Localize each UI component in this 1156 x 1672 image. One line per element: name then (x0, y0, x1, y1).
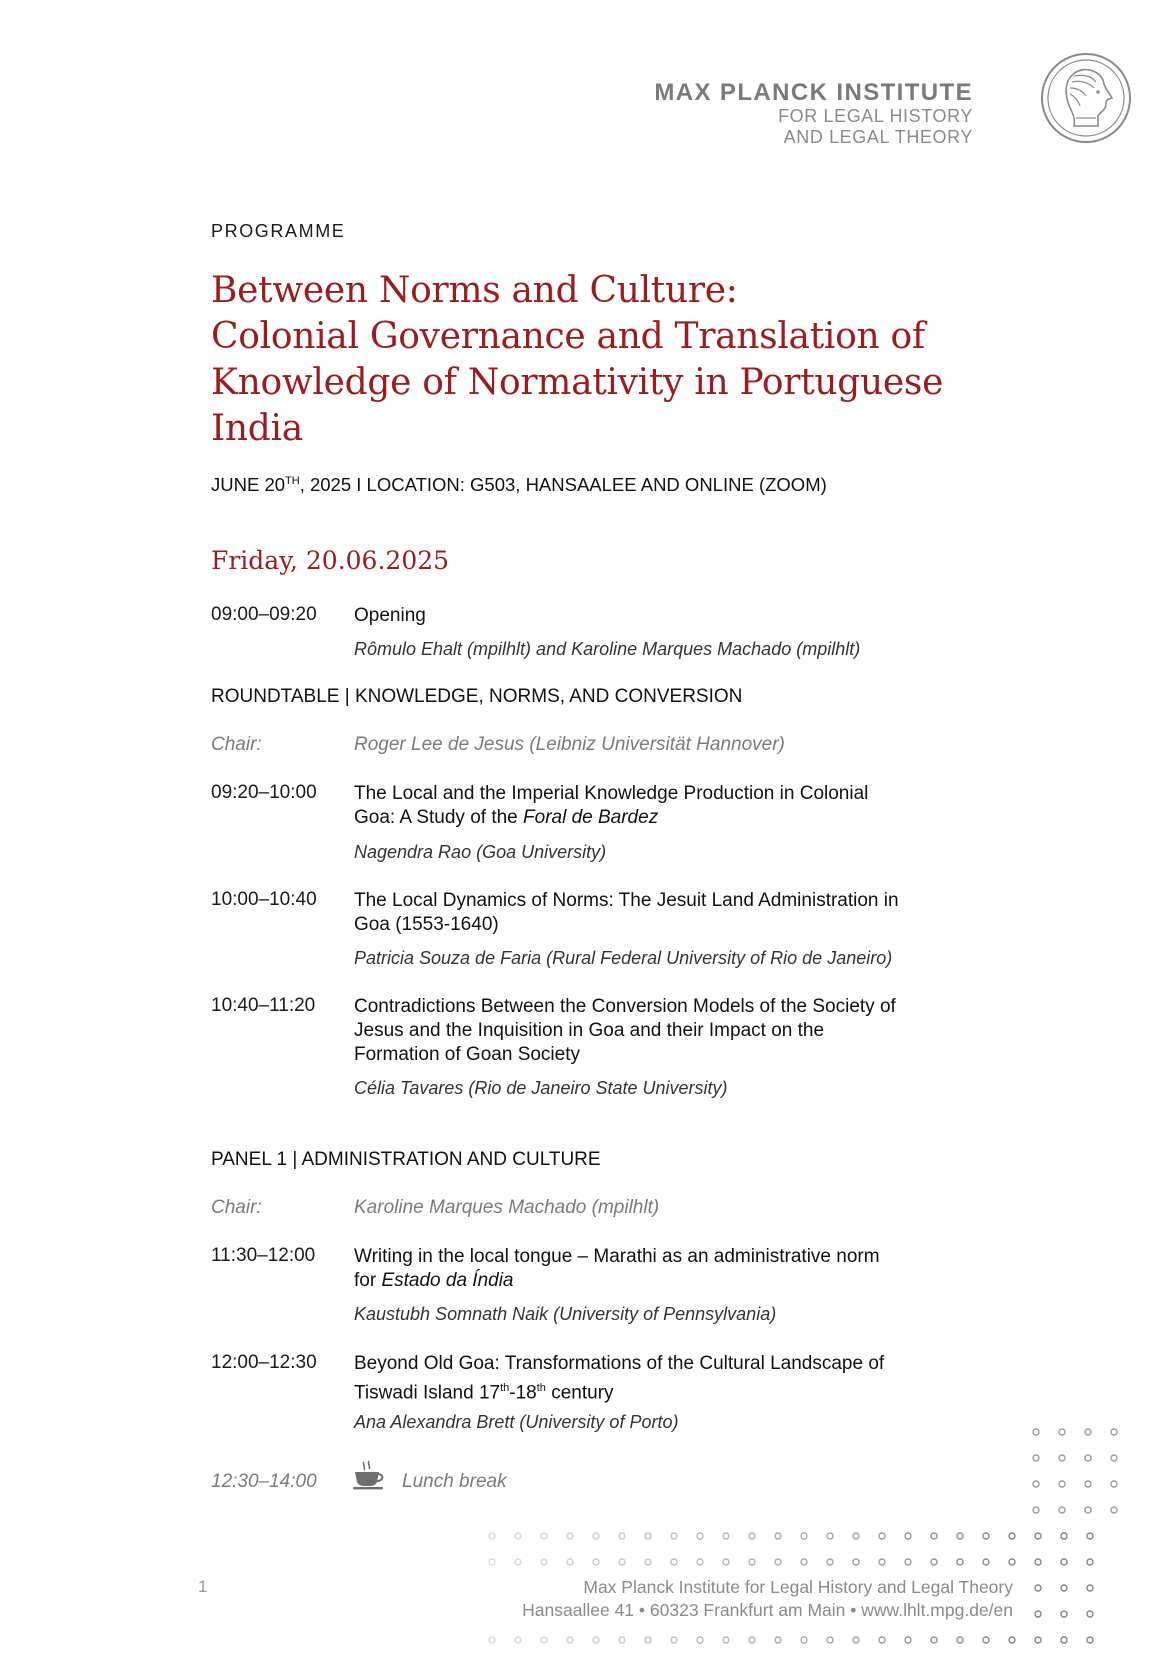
roundtable-chair-label: Chair: (211, 734, 262, 755)
decorative-dot (697, 1533, 703, 1539)
decorative-dot (1085, 1429, 1091, 1435)
decorative-dot (775, 1559, 781, 1565)
decorative-dot (983, 1533, 989, 1539)
title-line-2: Colonial Governance and Translation of (211, 316, 925, 357)
decorative-dot (853, 1559, 859, 1565)
opening-speakers: Rômulo Ehalt (mpilhlt) and Karoline Marques Machado (mpilhlt) (354, 639, 861, 659)
decorative-dot (1087, 1533, 1093, 1539)
decorative-dot (853, 1637, 859, 1643)
decorative-dot (489, 1533, 495, 1539)
day-heading: Friday, 20.06.2025 (211, 546, 450, 575)
decorative-dot (1061, 1611, 1067, 1617)
decorative-dot (1111, 1429, 1117, 1435)
decorative-dot (723, 1559, 729, 1565)
decorative-dot (567, 1637, 573, 1643)
decorative-dot (1085, 1455, 1091, 1461)
decorative-dot (905, 1637, 911, 1643)
decorative-dot (619, 1637, 625, 1643)
decorative-dot (541, 1559, 547, 1565)
panel1-chair: Karoline Marques Machado (mpilhlt) (354, 1197, 660, 1218)
talk-time: 11:30–12:00 (211, 1245, 316, 1266)
footer-address: Hansaallee 41 • 60323 Frankfurt am Main • www.lhlt.mpg.de/en (522, 1600, 1013, 1620)
talk-title (354, 782, 964, 830)
decorative-dot (801, 1533, 807, 1539)
decorative-dot (905, 1533, 911, 1539)
decorative-dot (827, 1533, 833, 1539)
talk-time: 10:40–11:20 (211, 995, 316, 1016)
talk-time: 09:20–10:00 (211, 782, 317, 803)
decorative-dot (697, 1559, 703, 1565)
decorative-dot (541, 1533, 547, 1539)
decorative-dot (827, 1637, 833, 1643)
decorative-dot (1087, 1637, 1093, 1643)
decorative-dot (957, 1637, 963, 1643)
decorative-dot (619, 1533, 625, 1539)
page-title (211, 268, 971, 452)
institute-wordmark (654, 80, 973, 148)
decorative-dot (775, 1533, 781, 1539)
decorative-dot (1035, 1611, 1041, 1617)
dateline-location: , 2025 I LOCATION: G503, HANSAALEE AND ONLINE (ZOOM) (299, 474, 827, 495)
decorative-dot (983, 1637, 989, 1643)
talk-title (354, 995, 964, 1067)
decorative-dot (957, 1559, 963, 1565)
talk-title-line: -18 (509, 1382, 537, 1404)
minerva-seal-icon (1040, 52, 1132, 144)
decorative-dot (723, 1637, 729, 1643)
talk-title (354, 889, 964, 937)
decorative-dot (931, 1559, 937, 1565)
decorative-dot (1009, 1559, 1015, 1565)
decorative-dot (1059, 1481, 1065, 1487)
decorative-dot (983, 1559, 989, 1565)
decorative-dot (489, 1637, 495, 1643)
decorative-dot (1035, 1637, 1041, 1643)
talk-speaker: Ana Alexandra Brett (University of Porto) (354, 1412, 679, 1432)
decorative-dot (645, 1559, 651, 1565)
opening-time: 09:00–09:20 (211, 604, 317, 625)
decorative-dot (619, 1559, 625, 1565)
talk-title-italic: Foral de Bardez (523, 807, 659, 828)
decorative-dot (827, 1559, 833, 1565)
talk-time: 12:00–12:30 (211, 1352, 317, 1373)
footer-institute: Max Planck Institute for Legal History and Legal Theory (583, 1577, 1013, 1597)
talk-title-line: Formation of Goan Society (354, 1044, 580, 1065)
lunch-label: Lunch break (402, 1471, 507, 1492)
institute-name: MAX PLANCK INSTITUTE (654, 79, 973, 106)
decorative-dot (1087, 1559, 1093, 1565)
decorative-dot (645, 1533, 651, 1539)
programme-label: PROGRAMME (211, 221, 346, 241)
decorative-dot (515, 1637, 521, 1643)
decorative-dot (749, 1533, 755, 1539)
decorative-dot (1085, 1481, 1091, 1487)
talk-speaker: Nagendra Rao (Goa University) (354, 842, 607, 862)
decorative-dot (853, 1533, 859, 1539)
decorative-dot (1085, 1507, 1091, 1513)
talk-speaker: Célia Tavares (Rio de Janeiro State University) (354, 1078, 728, 1098)
decorative-dot (593, 1533, 599, 1539)
decorative-dot (931, 1637, 937, 1643)
decorative-dot (671, 1533, 677, 1539)
decorative-dot (1035, 1559, 1041, 1565)
decorative-dot (489, 1559, 495, 1565)
decorative-dot (1061, 1559, 1067, 1565)
talk-title-line: Writing in the local tongue – Marathi as an administrative norm (354, 1246, 880, 1267)
decorative-dot (749, 1637, 755, 1643)
decorative-dot (1009, 1637, 1015, 1643)
title-line-3: Knowledge of Normativity in Portuguese (211, 362, 944, 403)
decorative-dot (1059, 1455, 1065, 1461)
coffee-cup-icon (352, 1460, 386, 1490)
decorative-dot (801, 1559, 807, 1565)
talk-title (354, 1352, 964, 1405)
talk-title-line: Beyond Old Goa: Transformations of the Cultural Landscape of (354, 1353, 885, 1374)
title-line-4: India (211, 408, 303, 449)
decorative-dot (567, 1533, 573, 1539)
decorative-dot (1035, 1533, 1041, 1539)
ordinal-suffix: th (500, 1382, 510, 1394)
decorative-dot (723, 1533, 729, 1539)
decorative-dot (905, 1559, 911, 1565)
decorative-dot (697, 1637, 703, 1643)
decorative-dot (775, 1637, 781, 1643)
decorative-dot (515, 1559, 521, 1565)
decorative-dot (1111, 1481, 1117, 1487)
decorative-dot (801, 1637, 807, 1643)
decorative-dot (957, 1533, 963, 1539)
panel1-heading: PANEL 1 | ADMINISTRATION AND CULTURE (211, 1149, 601, 1170)
decorative-dot (1111, 1455, 1117, 1461)
talk-title-italic: Estado da Índia (381, 1270, 514, 1291)
institute-subtitle-2: AND LEGAL THEORY (783, 127, 973, 147)
decorative-dot (1061, 1533, 1067, 1539)
decorative-dot (541, 1637, 547, 1643)
talk-title-line: for (354, 1270, 382, 1291)
talk-title-line: Tiswadi Island 17 (354, 1382, 501, 1404)
institute-subtitle-1: FOR LEGAL HISTORY (778, 106, 973, 126)
decorative-dot (671, 1559, 677, 1565)
ordinal-suffix: th (536, 1382, 546, 1394)
lunch-time: 12:30–14:00 (211, 1471, 317, 1492)
decorative-dot (1033, 1455, 1039, 1461)
decorative-dot (1035, 1585, 1041, 1591)
talk-title-line: century (545, 1382, 614, 1404)
decorative-dot (515, 1533, 521, 1539)
decorative-dot (749, 1559, 755, 1565)
talk-time: 10:00–10:40 (211, 889, 317, 910)
talk-speaker: Patricia Souza de Faria (Rural Federal University of Rio de Janeiro) (354, 948, 893, 968)
talk-title-line: Contradictions Between the Conversion Models of the Society of (354, 996, 896, 1017)
roundtable-chair: Roger Lee de Jesus (Leibniz Universität Hannover) (354, 734, 785, 755)
decorative-dot (567, 1559, 573, 1565)
decorative-dot (1059, 1429, 1065, 1435)
talk-title-line: Goa: A Study of the (354, 807, 524, 828)
decorative-dot (645, 1637, 651, 1643)
decorative-dot (671, 1637, 677, 1643)
opening-title: Opening (354, 605, 426, 626)
decorative-dot (1033, 1481, 1039, 1487)
roundtable-heading: ROUNDTABLE | KNOWLEDGE, NORMS, AND CONVERSION (211, 686, 743, 707)
talk-speaker: Kaustubh Somnath Naik (University of Pennsylvania) (354, 1304, 777, 1324)
decorative-dot (1033, 1429, 1039, 1435)
decorative-dot (931, 1533, 937, 1539)
talk-title (354, 1245, 964, 1293)
dateline-ordinal: TH (285, 474, 300, 487)
talk-title-line: Jesus and the Inquisition in Goa and their Impact on the (354, 1020, 825, 1041)
decorative-dot (879, 1637, 885, 1643)
talk-title-line: The Local Dynamics of Norms: The Jesuit Land Administration in (354, 890, 899, 911)
decorative-dot (1111, 1507, 1117, 1513)
decorative-dot (1059, 1507, 1065, 1513)
title-line-1: Between Norms and Culture: (211, 270, 738, 311)
decorative-dot (593, 1637, 599, 1643)
page-number: 1 (198, 1577, 208, 1596)
panel1-chair-label: Chair: (211, 1197, 262, 1218)
talk-title-line: Goa (1553-1640) (354, 914, 499, 935)
decorative-dot (1009, 1533, 1015, 1539)
decorative-dot (879, 1533, 885, 1539)
decorative-dot (1087, 1611, 1093, 1617)
decorative-dot (879, 1559, 885, 1565)
decorative-dot (1087, 1585, 1093, 1591)
talk-title-line: The Local and the Imperial Knowledge Production in Colonial (354, 783, 869, 804)
decorative-dot (1061, 1585, 1067, 1591)
decorative-dot (1033, 1507, 1039, 1513)
decorative-dot (593, 1559, 599, 1565)
decorative-dot (1061, 1637, 1067, 1643)
date-location-line (211, 474, 827, 496)
dateline-date: JUNE 20 (211, 474, 286, 495)
